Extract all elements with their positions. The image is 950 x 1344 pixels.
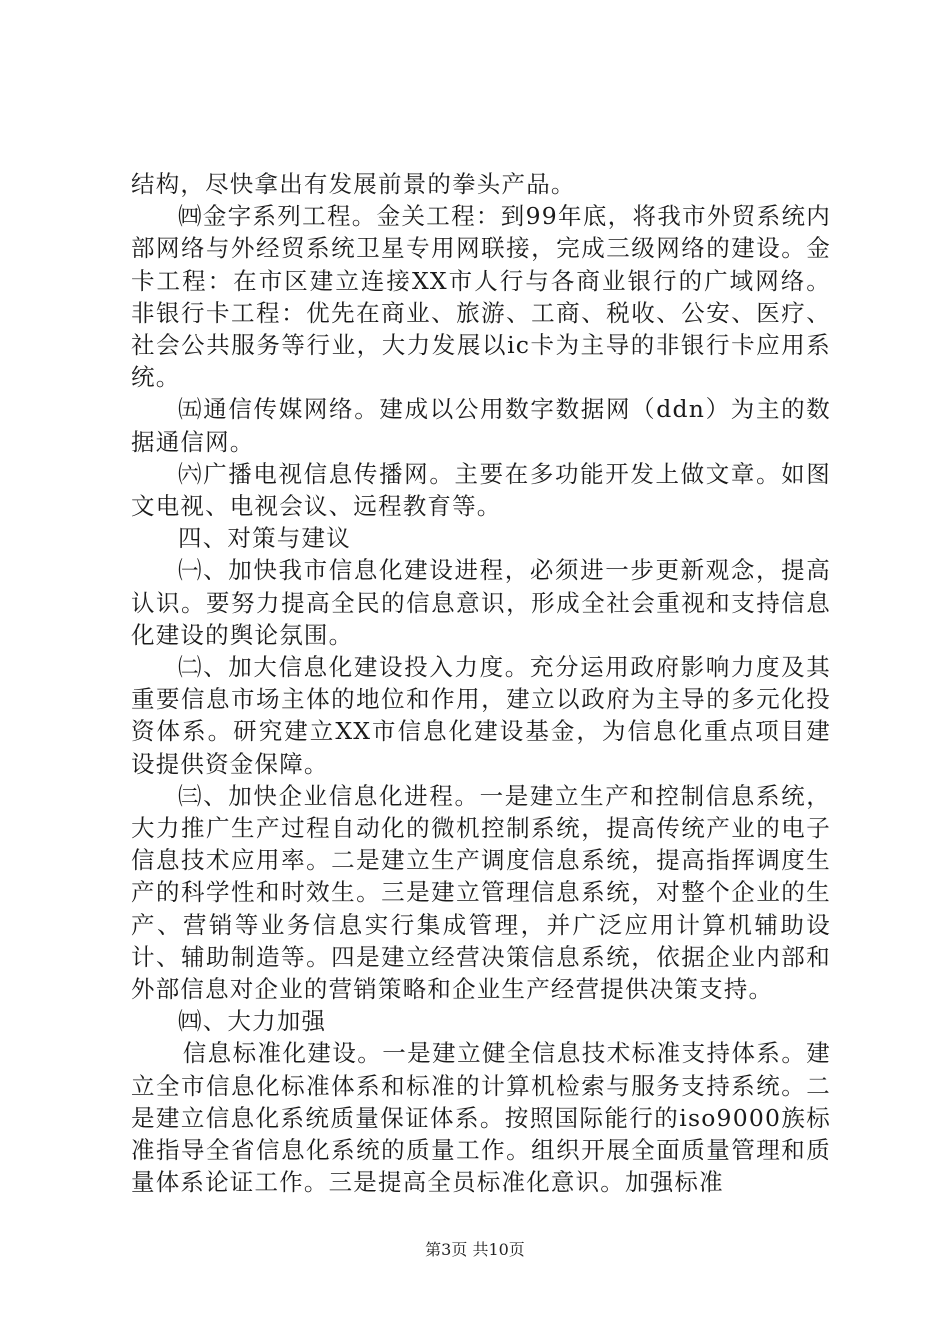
paragraph-broadcast-network: ㈥广播电视信息传播网。主要在多功能开发上做文章。如图文电视、电视会议、远程教育等。	[131, 459, 831, 521]
paragraph-communication-network: ㈤通信传媒网络。建成以公用数字数据网（ddn）为主的数据通信网。	[131, 395, 831, 456]
paragraph-measure-3: ㈢、加快企业信息化进程。一是建立生产和控制信息系统，大力推广生产过程自动化的微机控制系统，提高传统产业的电子信息技术应用率。二是建立生产调度信息系统，提高指挥调度生产的科学性和时效生。三是建立管理信息系统，对整个企业的生产、营销等业务信息实行集成管理，并广泛应用计算机辅助设计、辅助制造等。四是建立经营决策信息系统，依据企业内部和外部信息对企业的营销策略和企业生产经营提供决策支持。	[131, 781, 831, 1004]
document-body	[131, 168, 831, 1199]
paragraph-measure-4-heading: ㈣、大力加强	[178, 1007, 327, 1036]
paragraph-measure-2: ㈡、加大信息化建设投入力度。充分运用政府影响力度及其重要信息市场主体的地位和作用，建立以政府为主导的多元化投资体系。研究建立XX市信息化建设基金，为信息化重点项目建设提供资金保障。	[131, 653, 831, 778]
section-heading-countermeasures: 四、对策与建议	[178, 524, 351, 553]
paragraph-standardization: 信息标准化建设。一是建立健全信息技术标准支持体系。建立全市信息化标准体系和标准的计算机检索与服务支持系统。二是建立信息化系统质量保证体系。按照国际能行的iso9000族标准指导全省信息化系统的质量工作。组织开展全面质量管理和质量体系论证工作。三是提高全员标准化意识。加强标准	[131, 1039, 831, 1197]
paragraph-continuation: 结构，尽快拿出有发展前景的拳头产品。	[131, 170, 576, 198]
paragraph-golden-projects: ㈣金字系列工程。金关工程：到99年底，将我市外贸系统内部网络与外经贸系统卫星专用网联接，完成三级网络的建设。金卡工程：在市区建立连接XX市人行与各商业银行的广域网络。非银行卡工程：优先在商业、旅游、工商、税收、公安、医疗、社会公共服务等行业，大力发展以ic卡为主导的非银行卡应用系统。	[131, 202, 831, 392]
paragraph-measure-1: ㈠、加快我市信息化建设进程，必须进一步更新观念，提高认识。要努力提高全民的信息意识，形成全社会重视和支持信息化建设的舆论氛围。	[131, 556, 831, 649]
page-number-footer: 第3页 共10页	[425, 1240, 525, 1259]
